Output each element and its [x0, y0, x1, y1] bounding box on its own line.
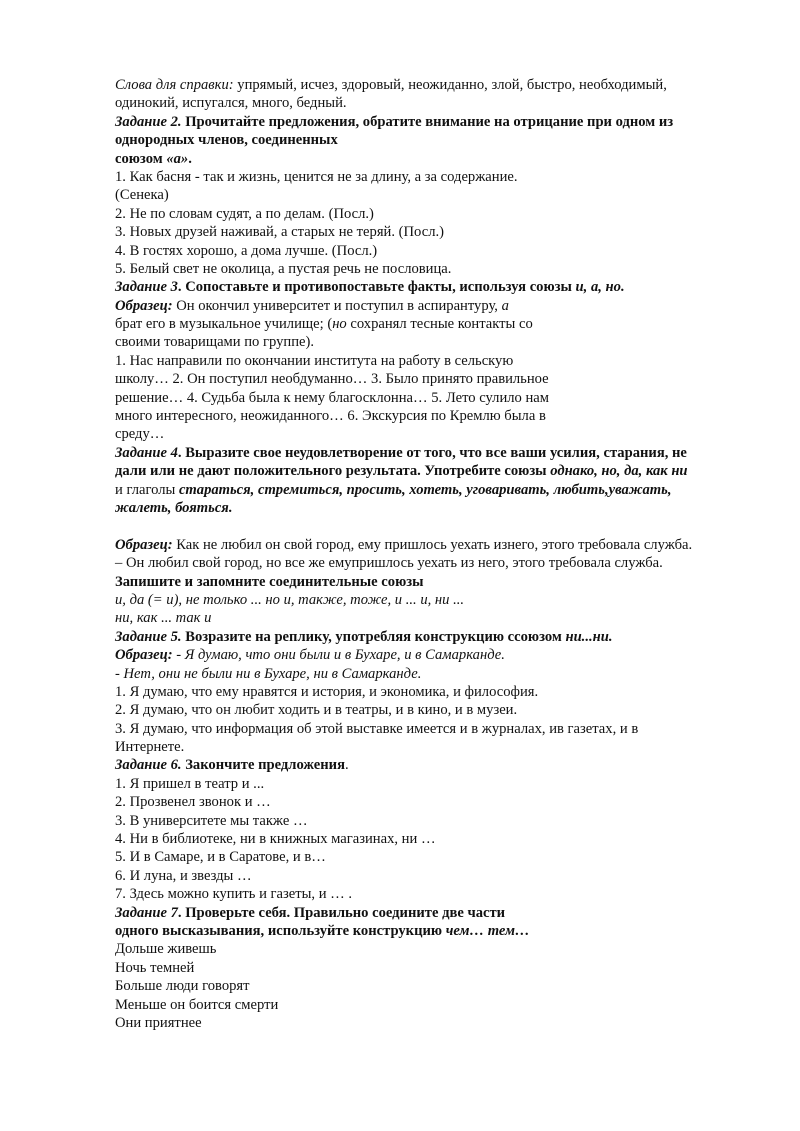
task2-item: 5. Белый свет не околица, а пустая речь не пословица. [115, 260, 452, 277]
task6-item: 7. Здесь можно купить и газеты, и … . [115, 886, 353, 903]
task7-heading: Задание 7. Проверьте себя. Правильно соедините две части [115, 904, 506, 921]
task5-sample-line-2: - Нет, они не были ни в Бухаре, ни в Самарканде. [115, 665, 422, 682]
task3-sample-line-2: брат его в музыкальное училище; (но сохранял тесные контакты со [115, 316, 533, 333]
task6-item: 6. И луна, и звезды … [115, 867, 252, 884]
task3-heading: Задание 3. Сопоставьте и противопоставьте факты, используя союзы и, а, но. [115, 279, 625, 296]
task5-sample-line-1: Образец: - Я думаю, что они были и в Бухаре, и в Самарканде. [115, 647, 505, 664]
task3-exercise-line: школу… 2. Он поступил необдуманно… 3. Было принято правильное [115, 371, 549, 388]
task5-heading: Задание 5. Возразите на реплику, употребляя конструкцию ссоюзом ни...ни. [115, 628, 613, 645]
reference-words-line-1: Слова для справки: упрямый, исчез, здоровый, неожиданно, злой, быстро, необходимый, [115, 77, 667, 93]
task6-item: 1. Я пришел в театр и ... [115, 775, 265, 792]
conjunctions-list-line-2: ни, как ... так и [115, 610, 212, 627]
reference-words-line-2: одинокий, испугался, много, бедный. [115, 95, 347, 112]
document-page [115, 76, 775, 1032]
task7-item: Меньше он боится смерти [115, 996, 279, 1013]
task3-sample-line-3: своими товарищами по группе). [115, 334, 314, 351]
task7-item: Они приятнее [115, 1014, 202, 1031]
task7-heading-line-2: одного высказывания, используйте конструкцию чем… тем… [115, 922, 530, 939]
task2-heading: Задание 2. Прочитайте предложения, обратите внимание на отрицание при одном из [115, 113, 674, 130]
task7-item: Ночь темней [115, 959, 195, 976]
task7-item: Дольше живешь [115, 941, 217, 958]
task7-item: Больше люди говорят [115, 978, 250, 995]
task2-heading-line-3: союзом «а». [115, 150, 192, 167]
conjunctions-list-line-1: и, да (= и), не только ... но и, также, тоже, и ... и, ни ... [115, 591, 465, 608]
task4-heading-line-3: и глаголы стараться, стремиться, просить, хотеть, уговаривать, любить,уважать, [115, 481, 672, 498]
task4-heading: Задание 4. Выразите свое неудовлетворение от того, что все ваши усилия, старания, не [115, 444, 687, 461]
task5-item: 2. Я думаю, что он любит ходить и в театры, и в кино, и в музеи. [115, 702, 518, 719]
task6-item: 2. Прозвенел звонок и … [115, 794, 271, 811]
task3-exercise-line: много интересного, неожиданного… 6. Экскурсия по Кремлю была в [115, 408, 546, 425]
task6-item: 5. И в Самаре, и в Саратове, и в… [115, 849, 326, 866]
task6-heading: Задание 6. Закончите предложения. [115, 757, 349, 774]
task5-item: Интернете. [115, 739, 185, 756]
task2-item: 1. Как басня - так и жизнь, ценится не за длину, а за содержание. [115, 168, 518, 185]
task6-item: 4. Ни в библиотеке, ни в книжных магазинах, ни … [115, 831, 436, 848]
task2-item: 2. Не по словам судят, а по делам. (Посл.) [115, 205, 374, 222]
task3-sample-line-1: Образец: Он окончил университет и поступил в аспирантуру, а [115, 297, 509, 314]
conjunctions-memo-heading: Запишите и запомните соединительные союзы [115, 573, 424, 590]
task2-item: 3. Новых друзей наживай, а старых не теряй. (Посл.) [115, 224, 444, 241]
task2-item: 4. В гостях хорошо, а дома лучше. (Посл.) [115, 242, 378, 259]
task4-heading-line-2: дали или не дают положительного результата. Употребите союзы однако, но, да, как ни [115, 463, 688, 480]
task3-exercise-line: решение… 4. Судьба была к нему благосклонна… 5. Лето сулило нам [115, 389, 550, 406]
task4-sample-line-2: – Он любил свой город, но все же емупришлось уехать из него, этого требовала служба. [115, 555, 663, 572]
task5-item: 3. Я думаю, что информация об этой выставке имеется и в журналах, ив газетах, и в [115, 720, 639, 737]
task5-item: 1. Я думаю, что ему нравятся и история, и экономика, и философия. [115, 683, 539, 700]
task3-exercise-line: 1. Нас направили по окончании института на работу в сельскую [115, 352, 514, 369]
task2-heading-line-2: однородных членов, соединенных [115, 132, 338, 149]
task4-sample-line-1: Образец: Как не любил он свой город, ему пришлось уехать изнего, этого требовала служба. [115, 536, 693, 553]
task6-item: 3. В университете мы также … [115, 812, 308, 829]
task3-exercise-line: среду… [115, 426, 165, 443]
blank-line [115, 517, 775, 535]
task4-heading-line-4: жалеть, бояться. [115, 499, 233, 516]
reference-label: Слова для справки: [115, 77, 234, 93]
task2-item: (Сенека) [115, 187, 169, 204]
